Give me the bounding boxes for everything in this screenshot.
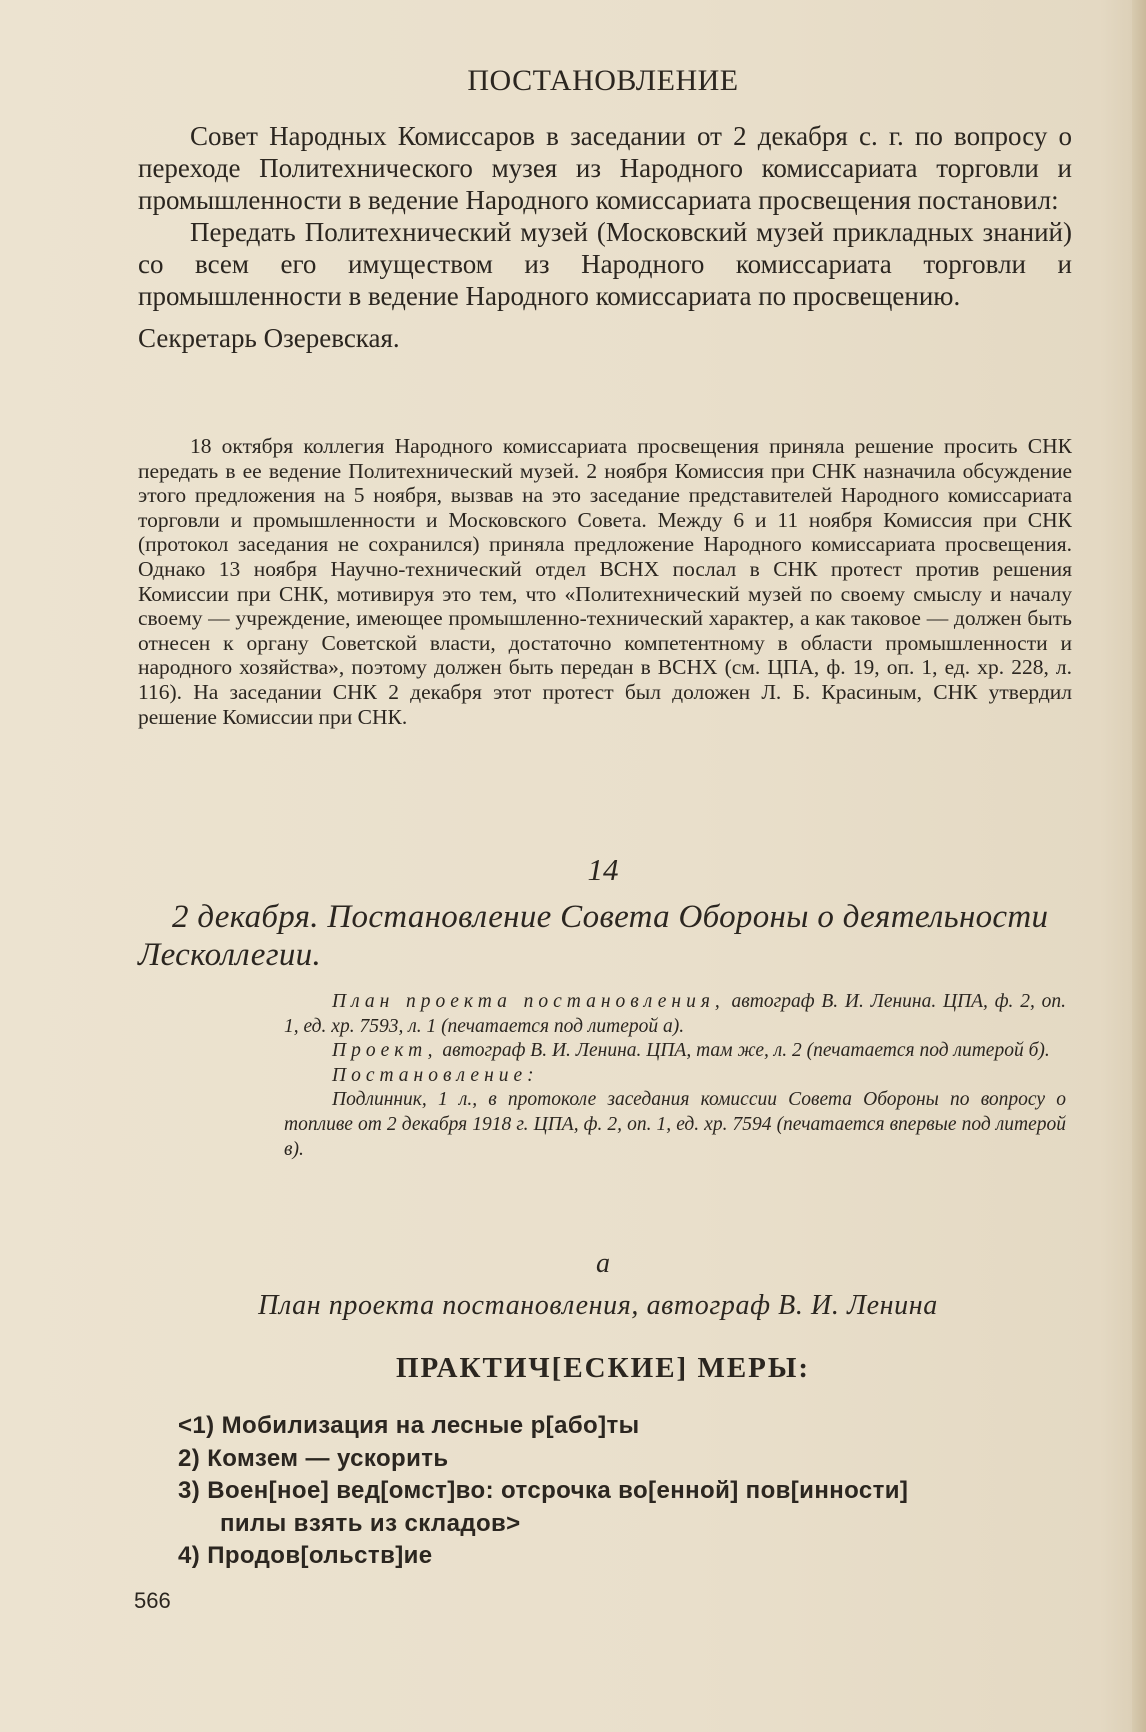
editorial-note-text: 18 октября коллегия Народного комиссариата просвещения приняла решение просить СНК передать в ее ведение Политехнический музей. 2 ноября Комиссия при СНК назначила обсуждение этого предложения на 5 ноября, вызвав на это заседание представителей Народного комиссариата торговли и промышленности и Московского Совета. Между 6 и 11 ноября Комиссия при СНК (протокол заседания не сохранился) приняла предложение Народного комиссариата просвещения. Однако 13 ноября Научно-технический отдел ВСНХ послал в СНК протест против решения Комиссии при СНК, мотивируя это тем, что «Политехнический музей по своему смыслу и началу своему — учреждение, имеющее промышленно-технический характер, а как таковое — должен быть отнесен к органу Советской власти, достаточно компетентному в области промышленности и народного хозяйства», поэтому должен быть передан в ВСНХ (см. ЦПА, ф. 19, оп. 1, ед. хр. 228, л. 116). На заседании СНК 2 декабря этот протест был доложен Л. Б. Красиным, СНК утвердил решение Комиссии при СНК. <box>138 434 1072 729</box>
list-item: 4) Продов[ольств]ие <box>178 1542 433 1569</box>
document-heading: 2 декабря. Постановление Совета Обороны о деятельности Лесколлегии. <box>138 899 1049 973</box>
source-references <box>284 990 1066 1162</box>
source-1-label: План проекта постановления, <box>332 991 725 1012</box>
list-item: 2) Комзем — ускорить <box>178 1444 449 1472</box>
decree-paragraph-2: Передать Политехнический музей (Московский музей прикладных знаний) со всем его имуществом из Народного комиссариата торговли и промышленности в ведение Народного комиссариата по просвещению. <box>138 217 1072 311</box>
list-item: <1) Мобилизация на лесные р[або]ты <box>178 1412 640 1439</box>
source-3-label: Постановление: <box>332 1064 539 1086</box>
list-item: 3) Воен[ное] вед[омст]во: отсрочка во[енной] пов[инности] <box>178 1477 909 1504</box>
practical-measures-title: ПРАКТИЧ[ЕСКИЕ] МЕРЫ: <box>395 1352 811 1384</box>
source-2-text: автограф В. И. Ленина. ЦПА, там же, л. 2 (печатается под литерой б). <box>442 1040 1050 1062</box>
measures-list <box>178 1410 1038 1573</box>
source-2-label: Проект, <box>332 1040 438 1062</box>
source-1-text: автограф В. И. Ленина. ЦПА, ф. 2, оп. 1, ед. хр. 7593, л. 1 (печатается под литерой а). <box>284 991 1066 1037</box>
document-number: 14 <box>587 852 619 887</box>
decree-paragraph-1: Совет Народных Комиссаров в заседании от 2 декабря с. г. по вопросу о переходе Политехнического музея из Народного комиссариата торговли и промышленности в ведение Народного комиссариата просвещения постановил: <box>138 121 1072 215</box>
source-1 <box>284 990 1066 1039</box>
editorial-note <box>138 434 1072 729</box>
page-number: 566 <box>134 1588 171 1613</box>
source-2 <box>284 1039 1066 1064</box>
section-letter: а <box>596 1248 610 1279</box>
source-3: Подлинник, 1 л., в протоколе заседания комиссии Совета Обороны по вопросу о топливе от 2 декабря 1918 г. ЦПА, ф. 2, оп. 1, ед. хр. 7594 (печатается впервые под литерой в). <box>284 1089 1066 1160</box>
list-item-continuation: пилы взять из складов> <box>220 1509 521 1537</box>
decree-signature: Секретарь Озеревская. <box>138 323 400 353</box>
decree-text <box>138 120 1072 354</box>
section-subheading: План проекта постановления, автограф В. И. Ленина <box>258 1290 938 1321</box>
decree-title: ПОСТАНОВЛЕНИЕ <box>467 64 739 97</box>
source-3-label-line <box>284 1064 1066 1089</box>
